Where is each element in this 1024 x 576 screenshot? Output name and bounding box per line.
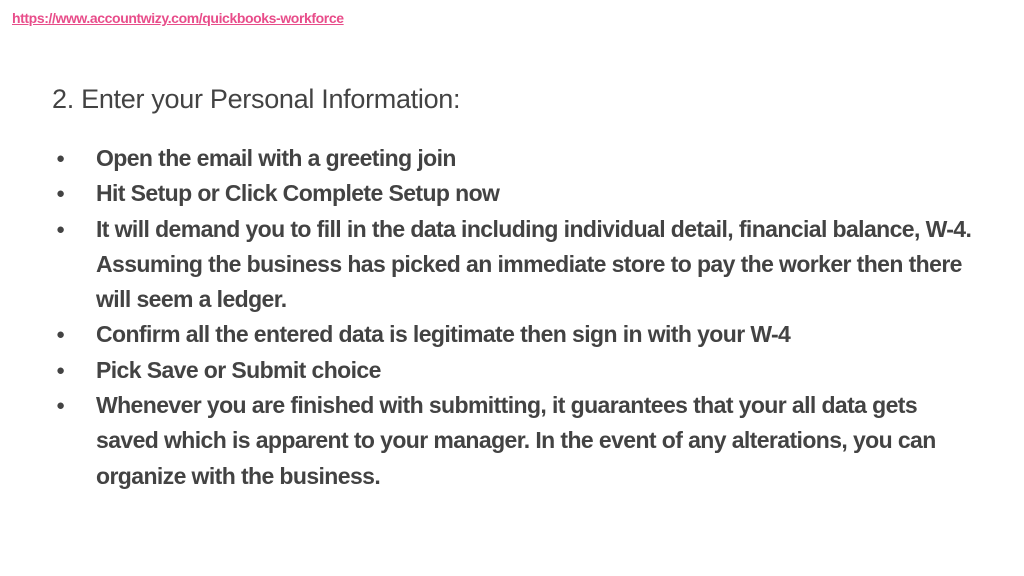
bullet-item: [52, 388, 982, 494]
bullet-item: [52, 353, 982, 388]
bullet-text: Hit Setup or Click Complete Setup now: [96, 180, 500, 207]
bullet-text: Pick Save or Submit choice: [96, 356, 381, 383]
bullet-icon: ●: [56, 361, 65, 379]
bullet-icon: ●: [56, 397, 65, 415]
bullet-item: [52, 141, 982, 176]
bullet-text: Open the email with a greeting join: [96, 145, 456, 171]
bullet-list: [52, 141, 982, 494]
bullet-text: Whenever you are finished with submitting, it guarantees that your all data gets saved which is apparent to your manager. In the event of any alterations, you can organize with the business.: [96, 392, 936, 489]
source-link[interactable]: https://www.accountwizy.com/quickbooks-workforce: [12, 10, 344, 26]
bullet-text: Confirm all the entered data is legitimate then sign in with your W-4: [96, 321, 791, 348]
bullet-icon: ●: [56, 220, 65, 238]
bullet-item: [52, 176, 982, 211]
bullet-icon: ●: [56, 150, 65, 167]
bullet-icon: ●: [56, 185, 65, 203]
bullet-text: It will demand you to fill in the data including individual detail, financial balance, W-4. Assuming the business has picked an immediate store to pay the worker then there will seem a ledger.: [96, 215, 972, 313]
bullet-item: [52, 317, 982, 352]
slide-title: 2. Enter your Personal Information:: [52, 84, 461, 114]
bullet-icon: ●: [56, 326, 65, 344]
bullet-item: [52, 212, 982, 318]
